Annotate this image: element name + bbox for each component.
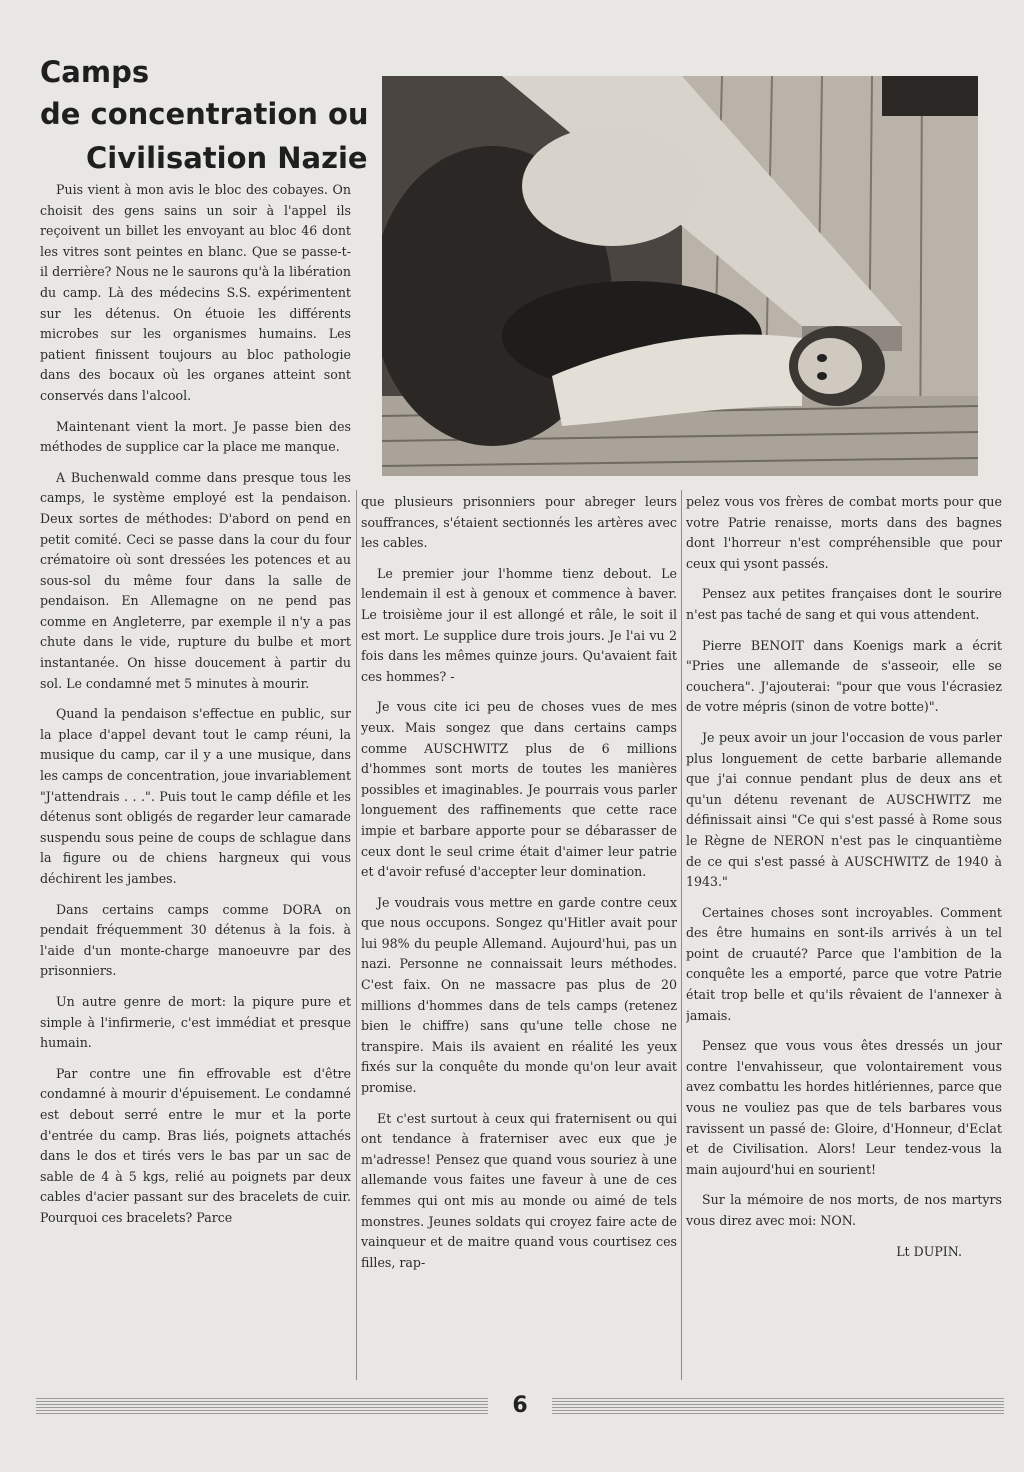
- paragraph: Quand la pendaison s'effectue en public, sur la place d'appel devant tout le camp réuni, la musique du camp, car il y a une musique, dans les camps de concentration, joue invariablement "J'attendrais . . .". Puis tout le camp défile et les détenus sont obligés de regarder leur camarade suspendu sous peine de coups de schlague dans la figure ou de chiens hargneux qui vous déchirent les jambes.: [40, 706, 351, 886]
- paragraph: Et c'est surtout à ceux qui fraternisent ou qui ont tendance à fraterniser avec eux que je m'adresse! Pensez que quand vous souriez à une allemande vous faites une faveur à une de ces femmes qui ont mis au monde ou aimé de tels monstres. Jeunes soldats qui croyez faire acte de vainqueur et de maitre quand vous courtisez ces filles, rap-: [361, 1110, 677, 1270]
- paragraph: Je peux avoir un jour l'occasion de vous parler plus longuement de cette barbarie allemande que j'ai connue pendant plus de deux ans et qu'un détenu revenant de AUSCHWITZ me définissait ainsi "Ce qui s'est passé à Rome sous le Règne de NERON n'est pas le cinquantième de ce qui s'est passé à AUSCHWITZ de 1940 à 1943.": [686, 729, 1002, 890]
- footer-rule-left: [36, 1398, 488, 1416]
- article-title: [40, 52, 369, 180]
- paragraph: pelez vous vos frères de combat morts pour que votre Patrie renaisse, morts dans des bagnes dont l'horreur n'est compréhensible que pour ceux qui ysont passés.: [686, 494, 1002, 571]
- paragraph: Je vous cite ici peu de choses vues de mes yeux. Mais songez que dans certains camps comme AUSCHWITZ plus de 6 millions d'hommes sont morts de toutes les manières possibles et imaginables. Je pourrais vous parler longuement des raffinements que cette race impie et barbare apporte pour se débarasser de ceux dont le seul crime était d'aimer leur patrie et d'avoir refusé d'accepter leur domination.: [361, 699, 677, 880]
- paragraph: Par contre une fin effrovable est d'être condamné à mourir d'épuisement. Le condamné est debout serré entre le mur et la porte d'entrée du camp. Bras liés, poignets attachés dans le dos et tirés vers le bas par un sac de sable de 4 à 5 kgs, relié au poignets par deux cables d'acier passant sur des bracelets de cuir. Pourquoi ces bracelets? Parce: [40, 1065, 351, 1225]
- paragraph: Un autre genre de mort: la piqure pure et simple à l'infirmerie, c'est immédiat et presque humain.: [40, 993, 351, 1051]
- page-number: 6: [512, 1393, 528, 1418]
- paragraph: Pensez que vous vous êtes dressés un jour contre l'envahisseur, que volontairement vous avez combattu les hordes hitlériennes, parce que vous ne vouliez pas que de tels barbares vous ravissent un passé de: Gloire, d'Honneur, d'Eclat et de Civilisation. Alors! Leur tendez-vous la main aujourd'hui en sourient!: [686, 1038, 1002, 1177]
- column-divider: [356, 490, 357, 1380]
- title-line-3: Civilisation Nazie: [86, 141, 368, 175]
- column-divider: [681, 490, 682, 1380]
- photograph-icon: [382, 76, 978, 476]
- paragraph: Sur la mémoire de nos morts, de nos martyrs vous direz avec moi: NON.: [686, 1192, 1002, 1228]
- footer-rule-right: [552, 1398, 1004, 1416]
- paragraph: Pierre BENOIT dans Koenigs mark a écrit "Pries une allemande de s'asseoir, elle se couchera". J'ajouterai: "pour que vous l'écrasiez de votre mépris (sinon de votre botte)".: [686, 637, 1002, 715]
- article-column-1: [40, 180, 351, 1375]
- article-column-2: [361, 492, 677, 1377]
- article-column-3: [686, 492, 1002, 1387]
- paragraph: Dans certains camps comme DORA on pendait fréquemment 30 détenus à la fois. à l'aide d'un monte-charge manoeuvre par des prisonniers.: [40, 901, 351, 979]
- paragraph: Pensez aux petites françaises dont le sourire n'est pas taché de sang et qui vous attendent.: [686, 586, 1002, 622]
- author-signature: Lt DUPIN.: [896, 1243, 962, 1259]
- title-line-2: de concentration ou: [40, 97, 369, 131]
- paragraph: Je voudrais vous mettre en garde contre ceux que nous occupons. Songez qu'Hitler avait pour lui 98% du peuple Allemand. Aujourd'hui, pas un nazi. Personne ne connaissait leurs méthodes. C'est faix. On ne massacre pas plus de 20 millions d'hommes dans de tels camps (retenez bien le chiffre) sans qu'une telle chose ne transpire. Mais ils avaient en réalité les yeux fixés sur la conquête du monde qu'on leur avait promise.: [361, 894, 677, 1096]
- paragraph: Puis vient à mon avis le bloc des cobayes. On choisit des gens sains un soir à l'appel ils reçoivent un billet les envoyant au bloc 46 dont les vitres sont peintes en blanc. Que se passe-t-il derrière? Nous ne le saurons qu'à la libération du camp. Là des médecins S.S. expérimentent sur les détenus. On étuoie les différents microbes sur les organismes humains. Les patient finissent toujours au bloc pathologie dans des bocaux où les organes atteint sont conservés dans l'alcool.: [40, 182, 351, 403]
- paragraph: Le premier jour l'homme tienz debout. Le lendemain il est à genoux et commence à baver. Le troisième jour il est allongé et râle, le soit il est mort. Le supplice dure trois jours. Je l'ai vu 2 fois dans les mêmes quinze jours. Qu'avaient fait ces hommes? -: [361, 565, 677, 684]
- paragraph: Certaines choses sont incroyables. Comment des être humains en sont-ils arrivés à un tel point de cruauté? Parce que l'ambition de la conquête les a emporté, parce que votre Patrie était trop belle et qu'ils rêvaient de l'annexer à jamais.: [686, 904, 1002, 1023]
- paragraph: Maintenant vient la mort. Je passe bien des méthodes de supplice car la place me manque.: [40, 418, 351, 455]
- article-photograph: [382, 76, 978, 476]
- paragraph: que plusieurs prisonniers pour abreger leurs souffrances, s'étaient sectionnés les artères avec les cables.: [361, 494, 677, 551]
- paragraph: A Buchenwald comme dans presque tous les camps, le système employé est la pendaison. Deux sortes de méthodes: D'abord on pend en petit comité. Ceci se passe dans la cour du four crématoire où sont dressées les potences et au sous-sol du même four dans la salle de pendaison. En Allemagne on ne pend pas comme en Angleterre, par exemple il n'y a pas chute dans le vide, rupture du bulbe et mort instantanée. On hisse doucement à partir du sol. Le condamné met 5 minutes à mourir.: [40, 469, 351, 691]
- title-line-1: Camps: [40, 55, 150, 89]
